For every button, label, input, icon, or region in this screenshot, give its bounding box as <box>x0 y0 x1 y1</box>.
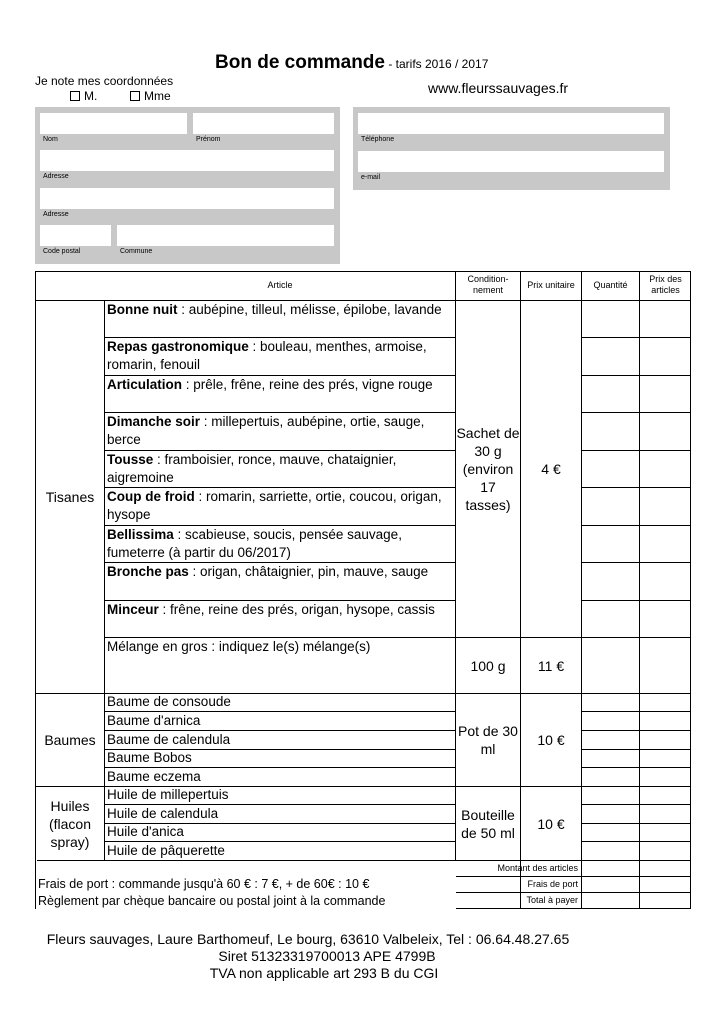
page-title: Bon de commande - tarifs 2016 / 2017 <box>215 52 489 73</box>
adresse1-field[interactable] <box>40 150 334 171</box>
footer-siret: Siret 51323319700013 APE 4799B <box>218 948 436 964</box>
adresse2-field[interactable] <box>40 188 334 209</box>
website-url: www.fleurssauvages.fr <box>428 80 569 96</box>
total-payer-label: Total à payer <box>526 895 578 905</box>
header-prix-articles: Prix des articles <box>649 274 682 295</box>
product-melange-gros: Mélange en gros : indiquez le(s) mélange(s) <box>107 639 371 654</box>
contact-panel-right <box>353 107 670 190</box>
header-article: Article <box>267 280 293 290</box>
baumes-conditionnement: Pot de 30 ml <box>458 723 518 757</box>
product-baume-arnica: Baume d'arnica <box>107 713 201 728</box>
prenom-field[interactable] <box>193 113 334 134</box>
shipping-note: Frais de port : commande jusqu'à 60 € : 7 €, + de 60€ : 10 € <box>38 877 370 891</box>
civility-mme-checkbox[interactable]: Mme <box>130 89 171 103</box>
adresse2-label: Adresse <box>43 211 69 218</box>
contact-panel-left <box>35 107 340 264</box>
tisanes-conditionnement: Sachet de 30 g (environ 17 tasses) <box>456 425 520 513</box>
product-huile-paquerette: Huile de pâquerette <box>107 843 225 858</box>
telephone-label: Téléphone <box>361 136 395 143</box>
total-frais-label: Frais de port <box>527 879 578 889</box>
product-bellissima: Bellissima : scabieuse, soucis, pensée sauvage, fumeterre (à partir du 06/2017) <box>107 527 402 560</box>
product-huile-millepertuis: Huile de millepertuis <box>107 787 229 802</box>
header-prix-unitaire: Prix unitaire <box>527 280 575 290</box>
checkbox-icon <box>70 91 80 101</box>
category-huiles: Huiles (flacon spray) <box>48 797 92 850</box>
product-huile-anica: Huile d'anica <box>107 824 184 839</box>
melange-conditionnement: 100 g <box>470 657 506 674</box>
email-field[interactable] <box>358 151 664 172</box>
commune-label: Commune <box>120 248 153 255</box>
product-baume-bobos: Baume Bobos <box>107 750 192 765</box>
category-tisanes: Tisanes <box>45 489 95 505</box>
commune-field[interactable] <box>117 225 334 246</box>
payment-note: Règlement par chèque bancaire ou postal joint à la commande <box>38 894 386 908</box>
product-repas-gastronomique: Repas gastronomique : bouleau, menthes, armoise, romarin, fenouil <box>107 339 427 372</box>
product-tousse: Tousse : framboisier, ronce, mauve, chataignier, aigremoine <box>107 452 397 485</box>
product-huile-calendula: Huile de calendula <box>107 806 219 821</box>
baumes-prix: 10 € <box>537 732 565 748</box>
product-baume-consoude: Baume de consoude <box>107 694 231 709</box>
product-minceur: Minceur : frêne, reine des prés, origan, hysope, cassis <box>107 602 435 617</box>
footer-address: Fleurs sauvages, Laure Barthomeuf, Le bourg, 63610 Valbeleix, Tel : 06.64.48.27.65 <box>46 931 570 947</box>
email-label: e-mail <box>361 174 381 181</box>
product-baume-eczema: Baume eczema <box>107 769 201 784</box>
code-postal-label: Code postal <box>43 248 81 255</box>
total-montant-label: Montant des articles <box>497 863 578 873</box>
product-bronche-pas: Bronche pas : origan, châtaignier, pin, mauve, sauge <box>107 564 429 579</box>
code-postal-field[interactable] <box>40 225 111 246</box>
checkbox-icon <box>130 91 140 101</box>
product-coup-de-froid: Coup de froid : romarin, sarriette, ortie, coucou, origan, hysope <box>107 489 442 522</box>
product-articulation: Articulation : prêle, frêne, reine des prés, vigne rouge <box>107 377 433 392</box>
header-conditionnement: Condition- nement <box>467 274 509 295</box>
order-table <box>35 271 691 909</box>
adresse1-label: Adresse <box>43 173 69 180</box>
melange-prix: 11 € <box>537 657 565 674</box>
telephone-field[interactable] <box>358 113 664 134</box>
product-bonne-nuit: Bonne nuit : aubépine, tilleul, mélisse, épilobe, lavande <box>107 302 442 317</box>
civility-m-checkbox[interactable]: M. <box>70 89 97 103</box>
prenom-label: Prénom <box>196 136 221 143</box>
nom-label: Nom <box>43 136 58 143</box>
product-baume-calendula: Baume de calendula <box>107 732 231 747</box>
huiles-conditionnement: Bouteille de 50 ml <box>461 806 515 841</box>
product-dimanche-soir: Dimanche soir : millepertuis, aubépine, ortie, sauge, berce <box>107 414 425 447</box>
category-baumes: Baumes <box>44 732 96 748</box>
footer-tva: TVA non applicable art 293 B du CGI <box>209 965 439 981</box>
nom-field[interactable] <box>40 113 187 134</box>
contact-note: Je note mes coordonnées <box>35 74 174 88</box>
header-quantite: Quantité <box>593 280 628 290</box>
tisanes-prix: 4 € <box>541 461 561 477</box>
huiles-prix: 10 € <box>537 815 565 832</box>
